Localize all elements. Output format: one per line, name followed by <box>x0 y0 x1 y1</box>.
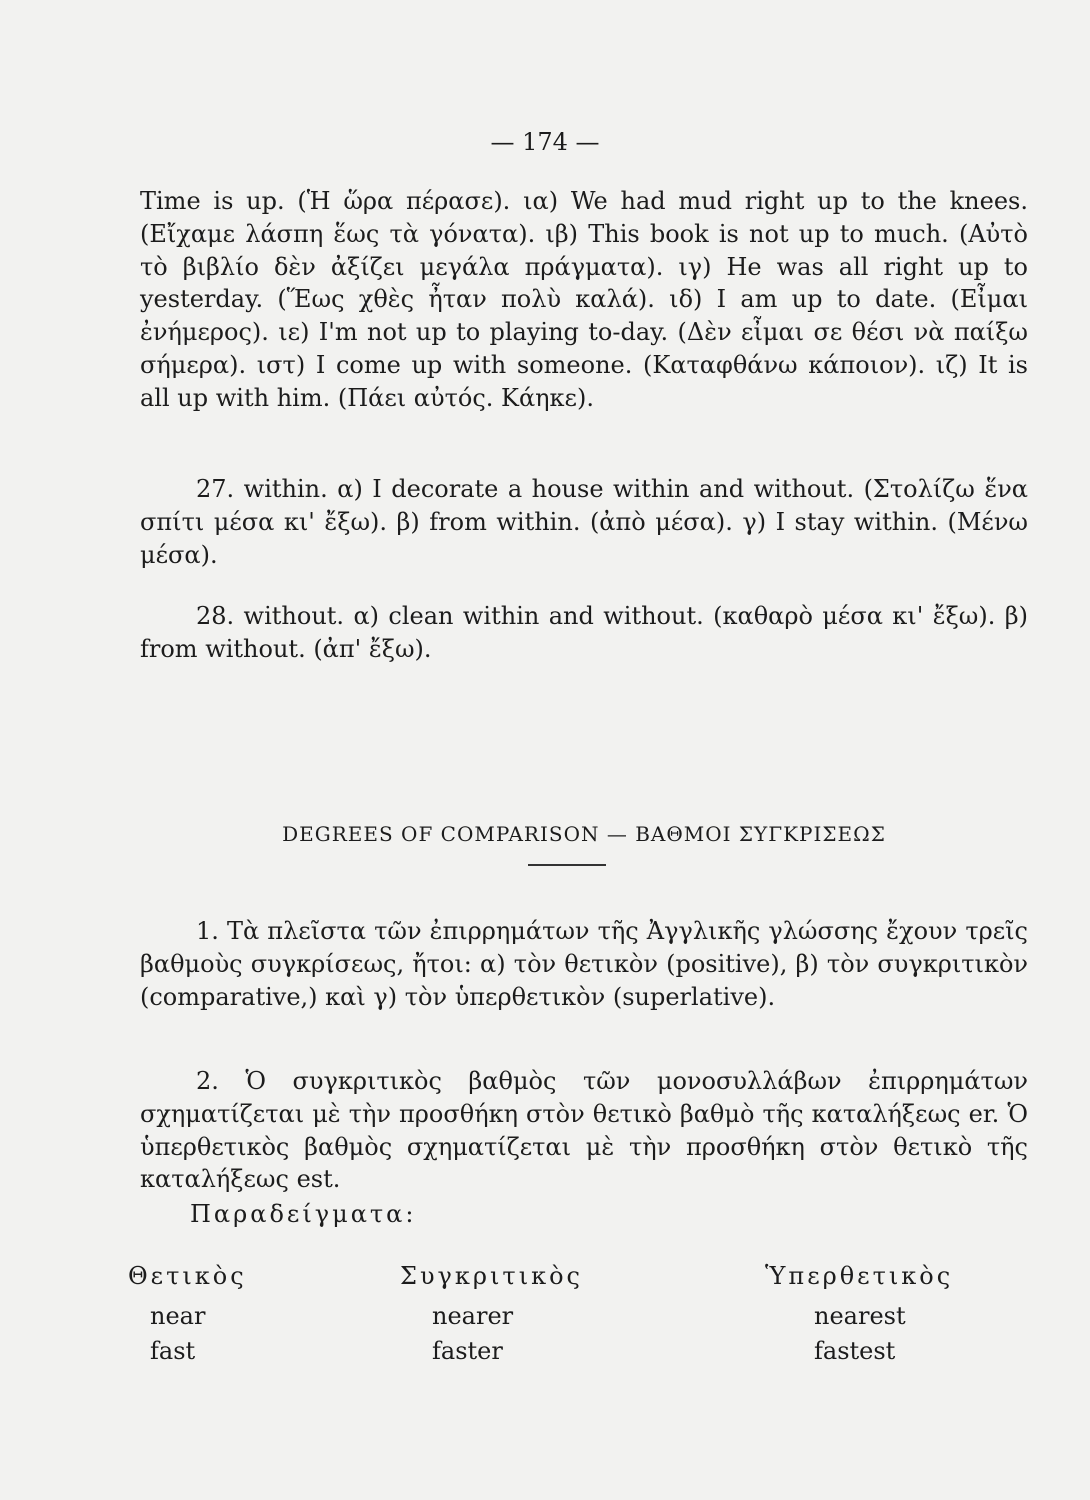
column-header-comparative: Συγκριτικὸς <box>400 1262 583 1290</box>
paragraph-degrees-rule-2: 2. Ὁ συγκριτικὸς βαθμὸς τῶν μονοσυλλάβων ἐπιρρημάτων σχηματίζεται μὲ τὴν προσθήκη στὸν θετικὸ βαθμὸ τῆς καταλήξεως er. Ὁ ὑπερθετικὸς βαθμὸς σχηματίζεται μὲ τὴν προσθήκη στὸν θετικὸ τῆς καταλήξεως est. <box>140 1067 1028 1194</box>
paragraph-without: 28. without. α) clean within and without. (καθαρὸ μέσα κι' ἔξω). β) from without. (ἀπ' ἔξω). <box>140 602 1028 663</box>
heading-divider <box>528 864 606 866</box>
example-cell-comparative: nearer <box>432 1302 514 1330</box>
example-cell-superlative: nearest <box>814 1302 906 1330</box>
example-cell-positive: fast <box>150 1337 196 1365</box>
example-cell-comparative: faster <box>432 1337 503 1365</box>
column-header-positive: Θετικὸς <box>128 1262 247 1290</box>
column-header-superlative: Ὑπερθετικὸς <box>765 1262 954 1290</box>
paragraph-within: 27. within. α) I decorate a house within and without. (Στολίζω ἕνα σπίτι μέσα κι' ἔξω). β) from within. (ἀπὸ μέσα). γ) I stay within. (Μένω μέσα). <box>140 475 1028 569</box>
examples-label: Παραδείγματα: <box>190 1200 417 1228</box>
paragraph-degrees-rule-1: 1. Τὰ πλεῖστα τῶν ἐπιρρημάτων τῆς Ἀγγλικῆς γλώσσης ἔχουν τρεῖς βαθμοὺς συγκρίσεως, ἤτοι: α) τὸν θετικὸν (positive), β) τὸν συγκριτικὸν (comparative,) καὶ γ) τὸν ὑπερθετικὸν (superlative). <box>140 917 1028 1011</box>
page-number: — 174 — <box>490 128 600 156</box>
example-cell-positive: near <box>150 1302 206 1330</box>
section-heading: DEGREES OF COMPARISON — ΒΑΘΜΟΙ ΣΥΓΚΡΙΣΕΩΣ <box>282 822 886 846</box>
paragraph-up-examples: Time is up. (Ἡ ὥρα πέρασε). ια) We had mud right up to the knees. (Εἴχαμε λάσπη ἕως τὰ γόνατα). ιβ) This book is not up to much. (Αὐτὸ τὸ βιβλίο δὲν ἀξίζει μεγάλα πράγματα). ιγ) He was all right up to yesterday. (Ἕως χθὲς ἦταν πολὺ καλά). ιδ) I am up to date. (Εἶμαι ἐνήμερος). ιε) I'm not up to playing to-day. (Δὲν εἶμαι σε θέσι νὰ παίξω σήμερα). ιστ) I come up with someone. (Καταφθάνω κάποιον). ιζ) It is all up with him. (Πάει αὐτός. Κάηκε). <box>140 187 1028 412</box>
example-cell-superlative: fastest <box>814 1337 896 1365</box>
